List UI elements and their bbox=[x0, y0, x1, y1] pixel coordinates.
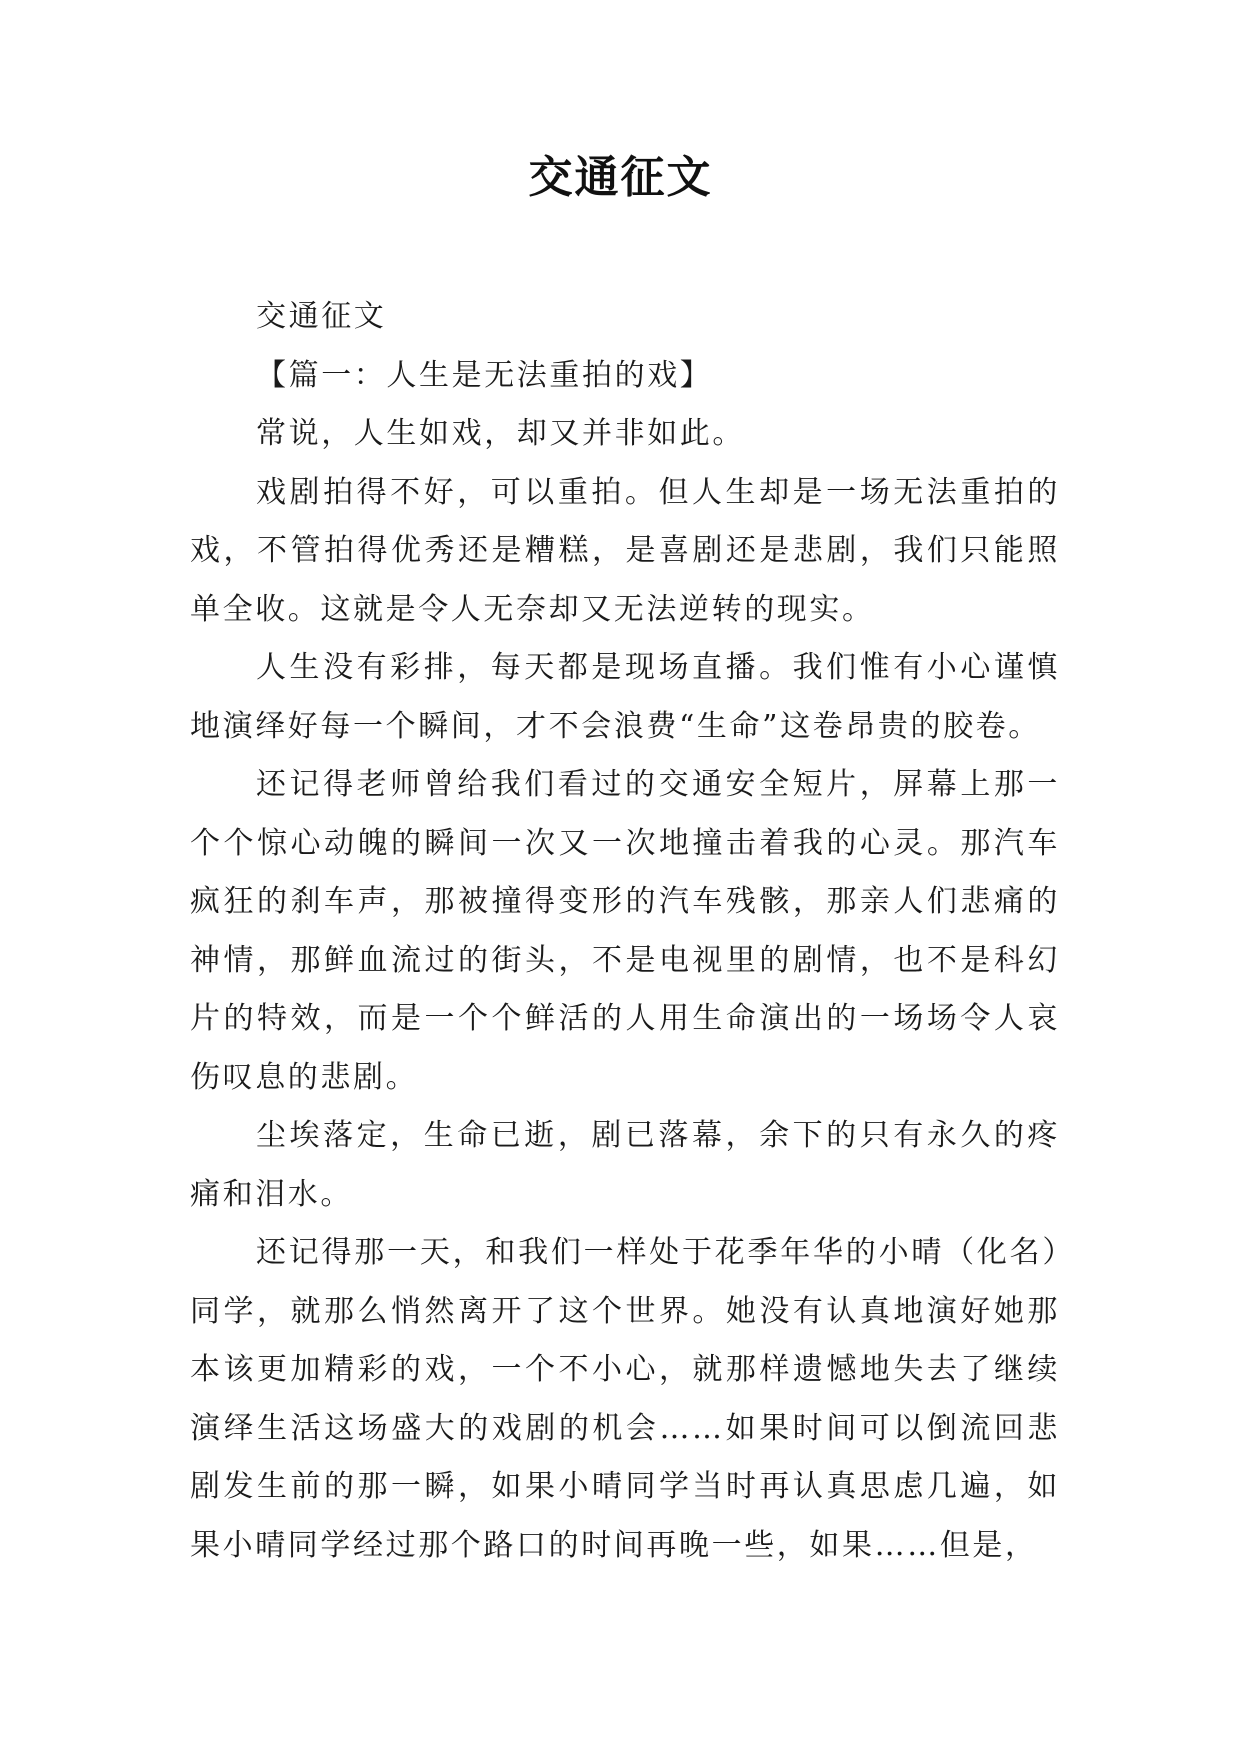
paragraph: 还记得老师曾给我们看过的交通安全短片，屏幕上那一个个惊心动魄的瞬间一次又一次地撞击着我的心灵。那汽车疯狂的刹车声，那被撞得变形的汽车残骸，那亲人们悲痛的神情，那鲜血流过的街头，不是电视里的剧情，也不是科幻片的特效，而是一个个鲜活的人用生命演出的一场场令人哀伤叹息的悲剧。 bbox=[190, 767, 1060, 1095]
paragraph: 常说，人生如戏，却又并非如此。 bbox=[256, 416, 745, 451]
paragraph: 人生没有彩排，每天都是现场直播。我们惟有小心谨慎地演绎好每一个瞬间，才不会浪费“生命”这卷昂贵的胶卷。 bbox=[190, 650, 1060, 744]
paragraph: 尘埃落定，生命已逝，剧已落幕，余下的只有永久的疼痛和泪水。 bbox=[190, 1118, 1060, 1212]
paragraph-subtitle: 交通征文 bbox=[256, 299, 387, 334]
document-body bbox=[190, 288, 1060, 1575]
paragraph: 戏剧拍得不好，可以重拍。但人生却是一场无法重拍的戏，不管拍得优秀还是糟糕，是喜剧还是悲剧，我们只能照单全收。这就是令人无奈却又无法逆转的现实。 bbox=[190, 474, 1060, 627]
paragraph-section-heading: 【篇一：人生是无法重拍的戏】 bbox=[256, 357, 713, 393]
document-title: 交通征文 bbox=[528, 152, 713, 203]
paragraph: 还记得那一天，和我们一样处于花季年华的小晴（化名）同学，就那么悄然离开了这个世界。她没有认真地演好她那本该更加精彩的戏，一个不小心，就那样遗憾地失去了继续演绎生活这场盛大的戏剧的机会……如果时间可以倒流回悲剧发生前的那一瞬，如果小晴同学当时再认真思虑几遍，如果小晴同学经过那个路口的时间再晚一些，如果……但是， bbox=[190, 1235, 1060, 1563]
